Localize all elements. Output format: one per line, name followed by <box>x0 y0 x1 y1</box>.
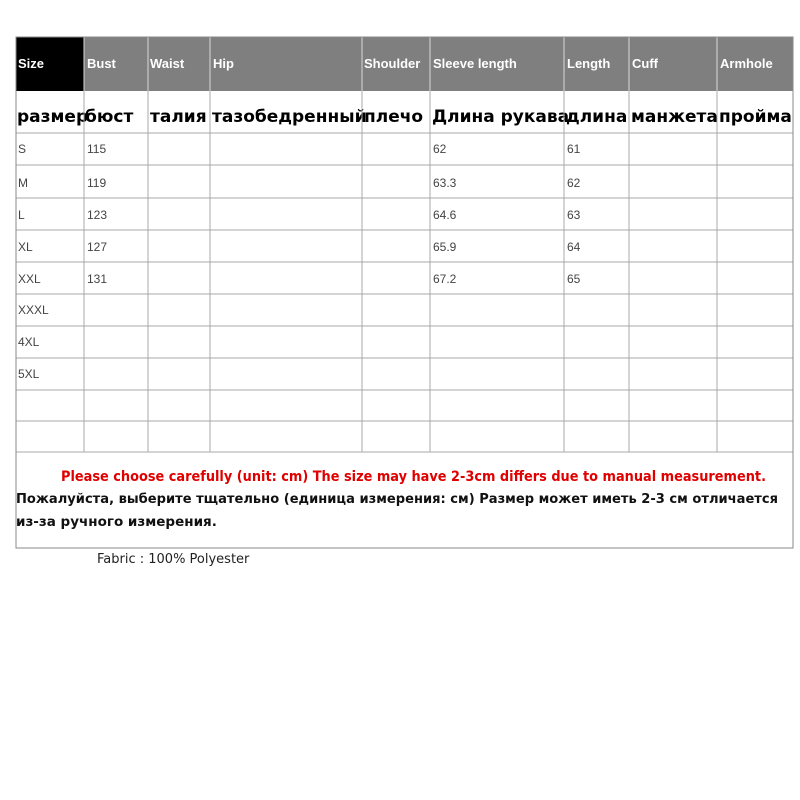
header-ru-cuff: манжета <box>631 107 718 127</box>
measurement-warning-ru-line1: Пожалуйста, выберите тщательно (единица измерения: см) Размер может иметь 2-3 см отличается <box>16 491 778 507</box>
header-hip: Hip <box>213 56 234 71</box>
header-armhole: Armhole <box>720 56 773 71</box>
header-ru-hip: тазобедренный <box>212 107 367 127</box>
header-shoulder: Shoulder <box>364 56 421 71</box>
cell-bust: 123 <box>87 208 108 222</box>
cell-sleeve-length: 63.3 <box>433 176 457 190</box>
cell-size: XL <box>18 240 33 254</box>
cell-sleeve-length: 62 <box>433 142 447 156</box>
cell-length: 64 <box>567 240 581 254</box>
fabric-info: Fabric : 100% Polyester <box>97 552 250 567</box>
cell-size: S <box>18 142 27 156</box>
measurement-warning-en: Please choose carefully (unit: cm) The size may have 2-3cm differs due to manual measurement. <box>61 469 766 485</box>
cell-length: 62 <box>567 176 581 190</box>
header-size: Size <box>18 56 45 71</box>
table-row <box>18 208 581 222</box>
header-bust: Bust <box>87 56 116 71</box>
cell-sleeve-length: 67.2 <box>433 272 457 286</box>
table-row <box>18 240 581 254</box>
header-ru-sleeve-length: Длина рукава <box>432 107 570 127</box>
table-row <box>18 272 581 286</box>
cell-size: XXL <box>18 272 41 286</box>
cell-length: 63 <box>567 208 581 222</box>
cell-size: XXXL <box>18 303 49 317</box>
cell-size: L <box>18 208 25 222</box>
cell-length: 61 <box>567 142 581 156</box>
header-ru-size: размер <box>17 107 89 127</box>
measurement-warning-ru-line2: из-за ручного измерения. <box>16 514 217 530</box>
header-ru-waist: талия <box>150 107 207 127</box>
cell-size: 4XL <box>18 335 40 349</box>
cell-length: 65 <box>567 272 581 286</box>
cell-sleeve-length: 65.9 <box>433 240 457 254</box>
cell-bust: 131 <box>87 272 108 286</box>
header-sleeve-length: Sleeve length <box>433 56 517 71</box>
header-length: Length <box>567 56 611 71</box>
header-ru-shoulder: плечо <box>364 107 424 127</box>
table-row <box>18 303 49 317</box>
header-ru-length: длина <box>566 107 628 127</box>
table-row <box>18 335 40 349</box>
header-ru-bust: бюст <box>85 107 134 127</box>
cell-size: 5XL <box>18 367 40 381</box>
header-cuff: Cuff <box>632 56 658 71</box>
header-labels-ru <box>17 107 792 127</box>
cell-bust: 127 <box>87 240 108 254</box>
cell-sleeve-length: 64.6 <box>433 208 457 222</box>
table-row <box>18 176 581 190</box>
table-row <box>18 367 40 381</box>
table-row <box>18 142 581 156</box>
cell-bust: 119 <box>87 176 107 190</box>
cell-bust: 115 <box>87 142 107 156</box>
header-waist: Waist <box>150 56 185 71</box>
cell-size: M <box>18 176 28 190</box>
header-ru-armhole: пройма <box>719 107 792 127</box>
